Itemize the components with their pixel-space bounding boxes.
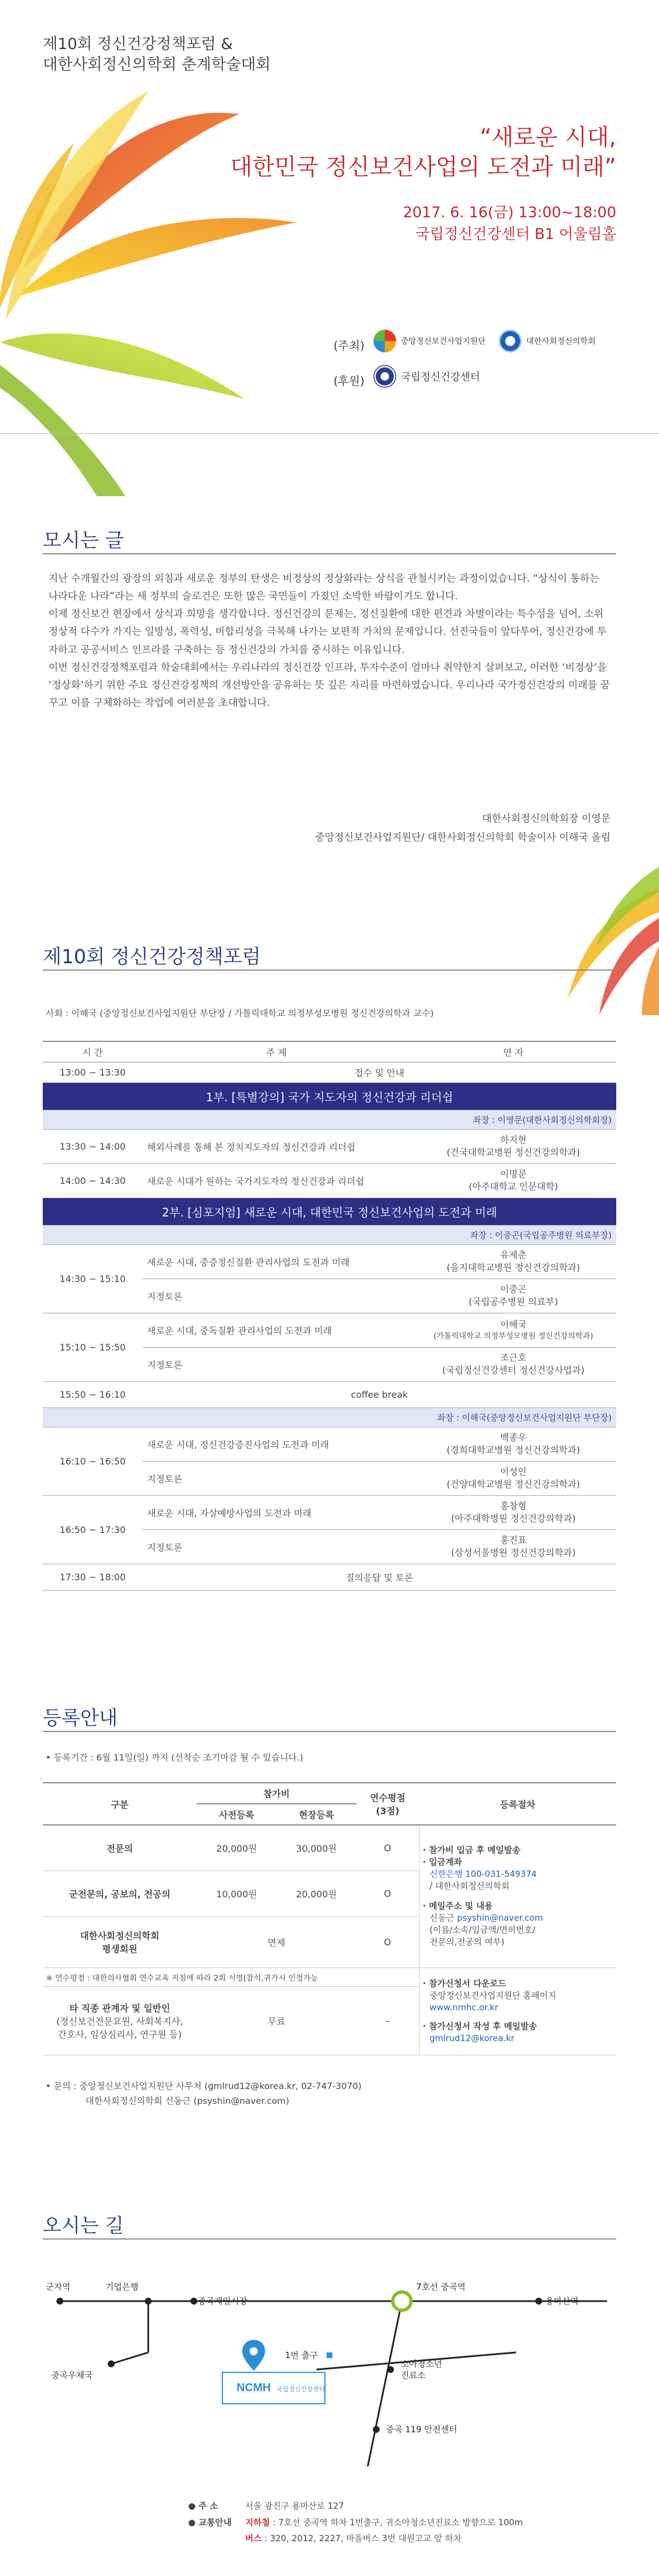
ncmh-sub-label: 국립정신건강센터 xyxy=(276,2386,326,2393)
main-title xyxy=(230,123,616,182)
speaker-affil: (건국대학교병원 정신건강의학과) xyxy=(446,1147,580,1158)
speaker-name: 이명문 xyxy=(500,1169,527,1180)
forum-moderator: 사회 : 이해국 (중앙정신보건사업지원단 부단장 / 가톨릭대학교 의정부성모병원 정신건강의학과 교수) xyxy=(46,1008,434,1019)
map-label-yongma: 용마산역 xyxy=(546,2296,579,2306)
dot-gunja xyxy=(56,2298,63,2305)
table-row xyxy=(43,1381,616,1407)
main-title-line2: 대한민국 정신보건사업의 도전과 미래” xyxy=(230,154,616,180)
reg-category xyxy=(43,1916,197,1968)
others-line3: 간호사, 임상심리사, 연구원 등) xyxy=(58,2029,182,2040)
session-time: 14:00 ~ 14:30 xyxy=(43,1163,143,1198)
speaker-affil: (건양대학교병원 정신건강의학과) xyxy=(446,1479,580,1490)
reg-category-line2: 평생회원 xyxy=(102,1944,137,1954)
proc2-content1: (이름/소속/입금액/면허번호/ xyxy=(429,1925,535,1936)
location-map xyxy=(48,2273,613,2467)
dot-market xyxy=(190,2298,197,2305)
sponsor-logo xyxy=(373,365,480,388)
dot-yongma xyxy=(535,2298,542,2305)
reg-credit: O xyxy=(356,1916,419,1968)
transit-row-bus xyxy=(188,2530,523,2547)
proc4-title: · 참가신청서 작성 후 메일발송 xyxy=(422,2021,537,2031)
speaker-affil: (아주대학교 인문대학) xyxy=(469,1181,558,1192)
session-time: 13:30 ~ 14:00 xyxy=(43,1129,143,1163)
session-speaker xyxy=(410,1461,616,1495)
reg-onsite-fee: 30,000원 xyxy=(276,1825,356,1871)
others-line2: (정신보건전문요원, 사회복지사, xyxy=(56,2015,184,2027)
directions-title: 오시는 길 xyxy=(43,2214,124,2237)
reg-credit: O xyxy=(356,1825,419,1871)
session-time: 14:30 ~ 15:10 xyxy=(43,1244,143,1313)
address-label: ● 주 소 xyxy=(188,2501,218,2511)
contact-line1: • 문의 : 중앙정신보건사업지원단 사무처 (gmlrud12@korea.kr, 02-747-3070) xyxy=(46,2081,362,2091)
event-title-line2: 대한사회정신의학회 춘계학술대회 xyxy=(43,56,271,74)
greeting-title-underline xyxy=(43,553,616,554)
greeting-signature xyxy=(315,810,611,848)
map-label-bank: 기업은행 xyxy=(105,2282,139,2292)
forum-title-underline xyxy=(43,969,616,971)
map-label-fire: 중곡 119 안전센터 xyxy=(386,2424,458,2435)
part2-chair2: 좌장 : 이해국(중앙정신보건사업지원단 부단장) xyxy=(43,1407,616,1427)
session-time: 16:50 ~ 17:30 xyxy=(43,1495,143,1564)
part1-chair-row xyxy=(43,1110,616,1129)
proc1-title: · 참가비 입금 후 메일발송 xyxy=(422,1845,520,1856)
map-label-youth2: 진료소 xyxy=(401,2370,426,2380)
reg-category-line1: 대한사회정신의학회 xyxy=(80,1930,160,1941)
signature-line2: 중앙정신보건사업지원단/ 대한사회정신의학회 학술이사 이해국 올림 xyxy=(315,832,611,844)
speaker-name: 이중곤 xyxy=(500,1284,527,1295)
proc1-sub: · 입금계좌 xyxy=(422,1857,462,1868)
session-speaker xyxy=(410,1129,616,1163)
session-topic: 지정토론 xyxy=(143,1347,410,1381)
subway-value: : 7호선 중곡역 하차 1번출구, 귀소아청소년진료소 방향으로 100m xyxy=(270,2517,523,2528)
exit-marker-icon xyxy=(327,2352,332,2358)
address-block xyxy=(188,2498,523,2547)
session-speaker xyxy=(410,1279,616,1313)
program-header-row xyxy=(43,1041,616,1062)
closing-topic: 질의응답 및 토론 xyxy=(143,1564,616,1590)
break-time: 15:50 ~ 16:10 xyxy=(43,1381,143,1407)
host1-logo-icon xyxy=(373,330,396,352)
event-venue: 국립정신건강센터 B1 어울림홀 xyxy=(415,225,616,243)
part1-band xyxy=(43,1082,616,1110)
proc2-name: 신동근 xyxy=(429,1913,457,1924)
proc3-title: · 참가신청서 다운로드 xyxy=(422,1978,507,1989)
table-row xyxy=(43,1495,616,1530)
map-label-gunja: 군자역 xyxy=(46,2282,71,2292)
table-row xyxy=(43,1062,616,1082)
greeting-title: 모시는 글 xyxy=(43,529,124,552)
opening-time: 13:00 ~ 13:30 xyxy=(43,1062,143,1082)
proc1-holder: / 대한사회정신의학회 xyxy=(429,1881,510,1892)
sponsor1-name: 국립정신건강센터 xyxy=(401,371,481,383)
registration-table xyxy=(43,1782,616,2055)
speaker-name: 유제춘 xyxy=(500,1250,527,1261)
flower-corner-decoration-1 xyxy=(545,867,659,1015)
transit-label: ● 교통안내 xyxy=(188,2517,232,2528)
bus-value: : 320, 2012, 2227, 마을버스 3번 대원고교 앞 하차 xyxy=(261,2533,462,2543)
speaker-affil: (국립공주병원 의료부) xyxy=(469,1296,558,1307)
ncmh-marker xyxy=(222,2340,325,2404)
speaker-affil: (경희대학교병원 정신건강의학과) xyxy=(446,1445,580,1455)
session-speaker xyxy=(410,1244,616,1279)
signature-line1: 대한사회정신의학회장 이영문 xyxy=(482,813,611,825)
session-speaker xyxy=(410,1163,616,1198)
table-row xyxy=(43,1129,616,1163)
event-date: 2017. 6. 16(금) 13:00~18:00 xyxy=(402,204,616,221)
greeting-paragraph-3: 이번 정신건강정책포럼과 학술대회에서는 우리나라의 정신건강 인프라, 투자수준이 얼마나 취약한지 살펴보고, 이러한 ‘비정상’을 ‘정상화’하기 위한 주요 정신건강정책의 개선방안을 공유하는 뜻 깊은 자리를 마련하였습니다. 우리나라 국가정신건강의 미래를 꿈꾸고 이를 구체화하는 작업에 여러분을 초대합니다. xyxy=(48,662,610,709)
session-speaker xyxy=(410,1495,616,1530)
map-label-market: 중곡제일시장 xyxy=(198,2296,247,2306)
contact-line2: 대한사회정신의학회 신동근 (psyshin@naver.com) xyxy=(86,2096,290,2107)
host1-name: 중앙정신보건사업지원단 xyxy=(401,337,486,346)
session-topic: 새로운 시대, 자살예방사업의 도전과 미래 xyxy=(143,1495,410,1530)
session-speaker xyxy=(410,1313,616,1347)
registration-period: • 등록기간 : 6월 11일(일) 까지 (선착순 조기마감 될 수 있습니다.) xyxy=(46,1753,303,1763)
transit-row-subway xyxy=(188,2514,523,2531)
col-speaker: 연 자 xyxy=(410,1041,616,1062)
event-title xyxy=(43,34,271,76)
bus-label: 버스 xyxy=(245,2533,262,2543)
reg-col-fee: 참가비 xyxy=(197,1783,356,1804)
dot-bank xyxy=(145,2298,152,2305)
table-row xyxy=(43,1825,616,1871)
table-row xyxy=(43,1313,616,1347)
host-logo-2 xyxy=(499,330,596,352)
sponsor-logo-icon xyxy=(373,365,396,388)
host2-logo-icon xyxy=(499,330,522,352)
ncmh-label: NCMH xyxy=(237,2382,271,2394)
registration-title-underline xyxy=(43,1731,616,1732)
part2-title: 2부. [심포지엄] 새로운 시대, 대한민국 정신보건사업의 도전과 미래 xyxy=(43,1198,616,1225)
host2-name: 대한사회정신의학회 xyxy=(526,337,596,346)
reg-fee-waived: 면제 xyxy=(197,1916,356,1968)
reg-credit: O xyxy=(356,1871,419,1916)
reg-process-cell-2 xyxy=(419,1968,616,2055)
reg-col-credit-1: 연수평점 xyxy=(370,1792,405,1803)
speaker-affil: (국립정신건강센터 정신건강사업과) xyxy=(442,1365,585,1376)
closing-time: 17:30 ~ 18:00 xyxy=(43,1564,143,1590)
part2-band xyxy=(43,1198,616,1225)
proc4-email[interactable]: gmlrud12@korea.kr xyxy=(429,2033,515,2043)
session-speaker xyxy=(410,1347,616,1381)
session-topic: 새로운 시대가 원하는 국가지도자의 정신건강과 리더쉽 xyxy=(143,1163,410,1198)
event-title-line1: 제10회 정신건강정책포럼 & xyxy=(43,35,233,53)
reg-category: 군전문의, 공보의, 전공의 xyxy=(43,1871,197,1916)
proc1-account: 신한은행 100-031-549374 xyxy=(429,1869,537,1880)
address-row xyxy=(188,2498,523,2514)
session-time: 16:10 ~ 16:50 xyxy=(43,1427,143,1495)
reg-col-category: 구분 xyxy=(43,1783,197,1825)
proc2-content2: 전문의,전공의 여부) xyxy=(429,1937,505,1948)
reg-credit-none: – xyxy=(356,1986,419,2055)
speaker-name: 이해국 xyxy=(500,1319,527,1330)
reg-header-row xyxy=(43,1783,616,1804)
session-topic: 지정토론 xyxy=(143,1461,410,1495)
proc2-email[interactable]: psyshin@naver.com xyxy=(457,1913,543,1924)
reg-col-credit xyxy=(356,1783,419,1825)
greeting-paragraph-1: 지난 수개월간의 광장의 외침과 새로운 정부의 탄생은 비정상의 정상화라는 상식을 관철시키는 과정이었습니다. “상식이 통하는 나라다운 나라”라는 새 정부의 슬로건은 또한 많은 국민들이 가졌던 소박한 바람이기도 합니다. xyxy=(48,573,600,603)
table-row xyxy=(43,1163,616,1198)
event-date-venue xyxy=(403,202,616,245)
session-speaker xyxy=(410,1427,616,1461)
break-topic: coffee break xyxy=(143,1381,616,1407)
reg-col-pre: 사전등록 xyxy=(197,1804,276,1825)
part1-title: 1부. [특별강의] 국가 지도자의 정신건강과 리더쉽 xyxy=(43,1082,616,1110)
dot-youth xyxy=(387,2366,394,2373)
table-row xyxy=(43,1427,616,1461)
speaker-name: 조근호 xyxy=(500,1352,527,1364)
proc2-line xyxy=(423,1912,613,1924)
host-logo-1 xyxy=(373,330,486,352)
reg-pre-fee: 10,000원 xyxy=(197,1871,276,1916)
reg-fee-free: 무료 xyxy=(197,1986,356,2055)
proc3-url[interactable]: www.nmhc.or.kr xyxy=(429,2002,498,2013)
table-row xyxy=(43,1564,616,1590)
reg-col-onsite: 현장등록 xyxy=(276,1804,356,1825)
main-title-line1: “새로운 시대, xyxy=(479,124,616,151)
dot-fire xyxy=(373,2426,380,2433)
forum-title: 제10회 정신건강정책포럼 xyxy=(43,946,261,968)
part1-chair: 좌장 : 이영문(대한사회정신의학회장) xyxy=(43,1110,616,1129)
map-label-youth1: 소아청소년 xyxy=(401,2359,442,2369)
speaker-affil: (삼성서울병원 정신건강의학과) xyxy=(451,1547,576,1558)
greeting-paragraph-2: 이제 정신보건 현장에서 상식과 희망을 생각합니다. 정신건강의 문제는, 정신질환에 대한 편견과 차별이라는 특수성을 넘어, 소위 정상적 다수가 가지는 일방성, 폭력성, 비합리성을 극복해 나가는 보편적 가치의 문제입니다. 선진국들이 앞다투어, 정신건강에 투자하고 공공서비스 인프라를 구축하는 등 정신건강의 가치를 중시하는 이유입니다. xyxy=(48,608,607,656)
reg-category: 전문의 xyxy=(43,1825,197,1871)
speaker-affil: (아주대학병원 정신건강의학과) xyxy=(451,1513,576,1524)
map-label-exit1: 1번 출구 xyxy=(285,2350,318,2360)
reg-col-credit-2: (3점) xyxy=(376,1806,400,1816)
subway-label: 지하철 xyxy=(245,2517,270,2528)
directions-title-underline xyxy=(43,2238,616,2240)
map-label-police: 중곡우체국 xyxy=(51,2370,93,2380)
session-topic: 해외사례를 통해 본 정치지도자의 정신건강과 리더쉽 xyxy=(143,1129,410,1163)
sponsor-label: (후원) xyxy=(333,374,365,388)
session-topic: 지정토론 xyxy=(143,1279,410,1313)
speaker-name: 하지현 xyxy=(500,1134,527,1146)
proc3-sub: 중앙정신보건사업지원단 홈페이지 xyxy=(429,1990,556,2001)
speaker-name: 홍진표 xyxy=(500,1535,527,1546)
proc2-title: · 메일주소 및 내용 xyxy=(422,1901,493,1912)
map-label-jg7: 7호선 중곡역 xyxy=(416,2282,466,2292)
speaker-affil: (을지대학교병원 정신건강의학과) xyxy=(446,1262,580,1273)
road-south xyxy=(368,2301,402,2467)
speaker-name: 홍창형 xyxy=(500,1500,527,1512)
col-topic: 주 제 xyxy=(143,1041,410,1062)
header-divider xyxy=(0,433,659,434)
reg-category-others xyxy=(43,1986,197,2055)
reg-onsite-fee: 20,000원 xyxy=(276,1871,356,1916)
part2-chair1-row xyxy=(43,1225,616,1244)
session-topic: 새로운 시대, 정신건강증진사업의 도전과 미래 xyxy=(143,1427,410,1461)
host-label: (주최) xyxy=(333,339,365,352)
subway-station-icon xyxy=(393,2292,411,2310)
credit-note-row xyxy=(43,1968,616,1986)
reg-pre-fee: 20,000원 xyxy=(197,1825,276,1871)
dot-police xyxy=(108,2360,115,2367)
speaker-name: 이성인 xyxy=(500,1466,527,1478)
session-speaker xyxy=(410,1530,616,1564)
credit-note: ※ 연수평점 : 대한의사협회 연수교육 지침에 따라 2회 서명(참석,귀가시 인정가능 xyxy=(43,1968,419,1986)
reg-col-process: 등록절차 xyxy=(419,1783,616,1825)
session-topic: 지정토론 xyxy=(143,1530,410,1564)
col-time: 시 간 xyxy=(43,1041,143,1062)
speaker-affil: (가톨릭대학교 의정부성모병원 정신건강의학과) xyxy=(433,1331,593,1341)
poster-header xyxy=(0,0,659,496)
registration-title: 등록안내 xyxy=(43,1707,118,1730)
road-police-branch xyxy=(111,2352,148,2364)
speaker-name: 백종우 xyxy=(500,1432,527,1443)
part2-chair1: 좌장 : 이중곤(국립공주병원 의료부장) xyxy=(43,1225,616,1244)
opening-topic: 접수 및 안내 xyxy=(143,1062,616,1082)
program-table xyxy=(43,1041,616,1591)
address-value: 서울 광진구 용마산로 127 xyxy=(245,2501,344,2511)
registration-contact xyxy=(46,2079,361,2109)
session-time: 15:10 ~ 15:50 xyxy=(43,1313,143,1381)
others-line1: 타 직종 관계자 및 일반인 xyxy=(69,2002,170,2014)
greeting-body xyxy=(48,570,610,712)
session-topic: 새로운 시대, 중독질환 관리사업의 도전과 미래 xyxy=(143,1313,410,1347)
table-row xyxy=(43,1244,616,1279)
location-pin-dot-icon xyxy=(250,2347,258,2355)
reg-process-cell xyxy=(419,1825,616,1968)
part2-chair2-row xyxy=(43,1407,616,1427)
session-topic: 새로운 시대, 중증정신질환 관리사업의 도전과 미래 xyxy=(143,1244,410,1279)
